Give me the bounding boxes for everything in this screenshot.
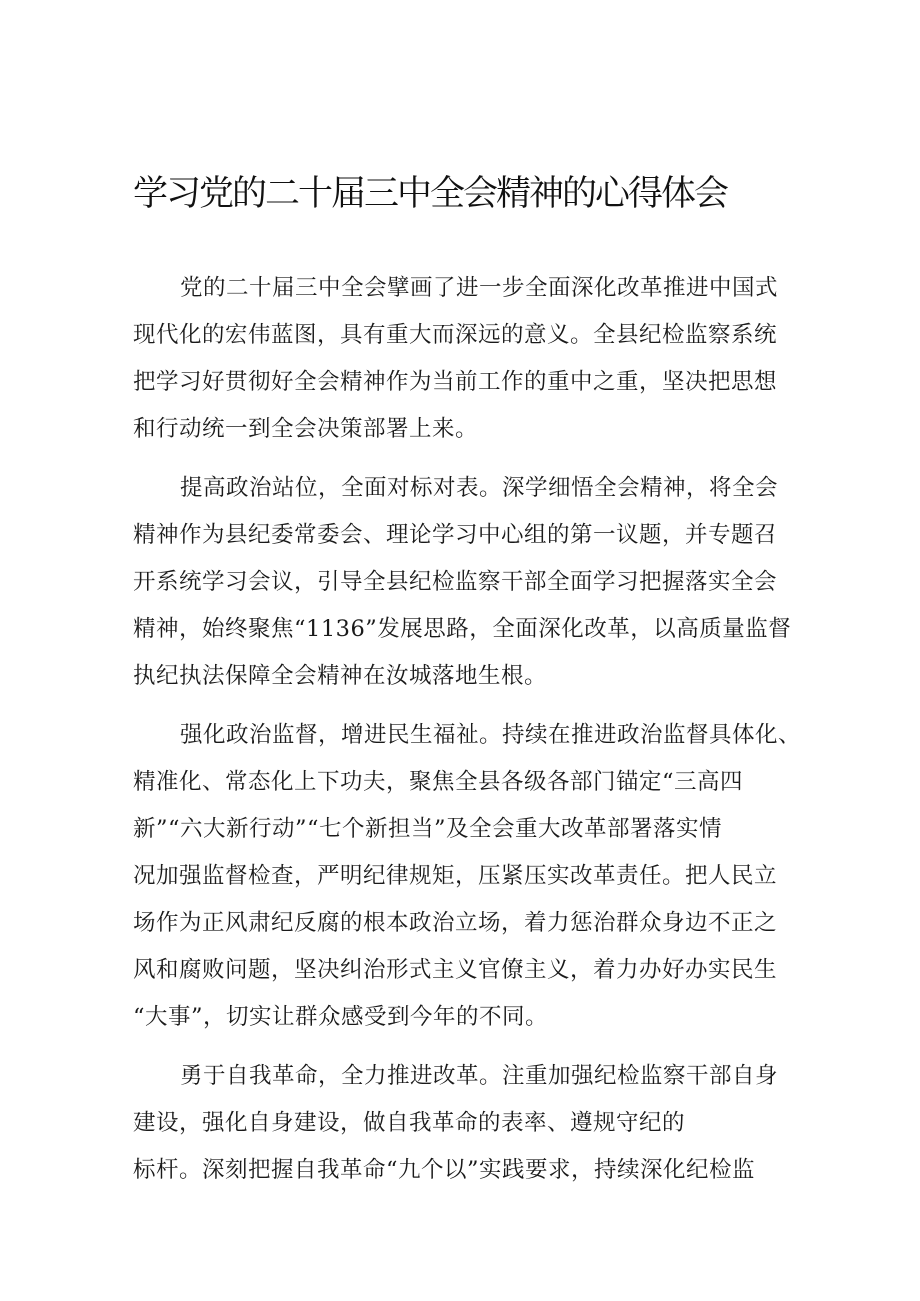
text-line: 精准化、常态化上下功夫，聚焦全县各级各部门锚定“三高四 xyxy=(133,769,744,795)
text-line: 建设，强化自身建设，做自我革命的表率、遵规守纪的 xyxy=(133,1110,686,1136)
document-body xyxy=(133,265,802,1206)
text-line: 况加强监督检查，严明纪律规矩，压紧压实改革责任。把人民立 xyxy=(133,863,778,889)
text-line: 执纪执法保障全会精神在汝城落地生根。 xyxy=(133,663,548,689)
paragraph xyxy=(133,1053,798,1194)
text-line: 精神作为县纪委常委会、理论学习中心组的第一议题，并专题召 xyxy=(133,522,778,548)
text-line: 把学习好贯彻好全会精神作为当前工作的重中之重，坚决把思想 xyxy=(133,369,778,395)
text-line: “大事”，切实让群众感受到今年的不同。 xyxy=(133,1004,549,1030)
text-line: 提高政治站位，全面对标对表。深学细悟全会精神，将全会 xyxy=(180,475,779,501)
text-line: 党的二十届三中全会擘画了进一步全面深化改革推进中国式 xyxy=(180,275,779,301)
paragraph xyxy=(133,465,798,700)
text-line: 和行动统一到全会决策部署上来。 xyxy=(133,416,479,442)
text-line: 勇于自我革命，全力推进改革。注重加强纪检监察干部自身 xyxy=(180,1063,779,1089)
paragraph xyxy=(133,265,798,453)
text-line: 精神，始终聚焦“1136”发展思路，全面深化改革，以高质量监督 xyxy=(133,616,792,642)
text-line: 场作为正风肃纪反腐的根本政治立场，着力惩治群众身边不正之 xyxy=(133,910,778,936)
text-line: 新”“六大新行动”“七个新担当”及全会重大改革部署落实情 xyxy=(133,816,723,842)
paragraph xyxy=(133,712,802,1041)
document-title: 学习党的二十届三中全会精神的心得体会 xyxy=(133,174,728,214)
text-line: 风和腐败问题，坚决纠治形式主义官僚主义，着力办好办实民生 xyxy=(133,957,778,983)
text-line: 强化政治监督，增进民生福祉。持续在推进政治监督具体化、 xyxy=(180,722,802,748)
text-line: 标杆。深刻把握自我革命“九个以”实践要求，持续深化纪检监 xyxy=(133,1157,756,1183)
text-line: 现代化的宏伟蓝图，具有重大而深远的意义。全县纪检监察系统 xyxy=(133,322,778,348)
text-line: 开系统学习会议，引导全县纪检监察干部全面学习把握落实全会 xyxy=(133,569,778,595)
